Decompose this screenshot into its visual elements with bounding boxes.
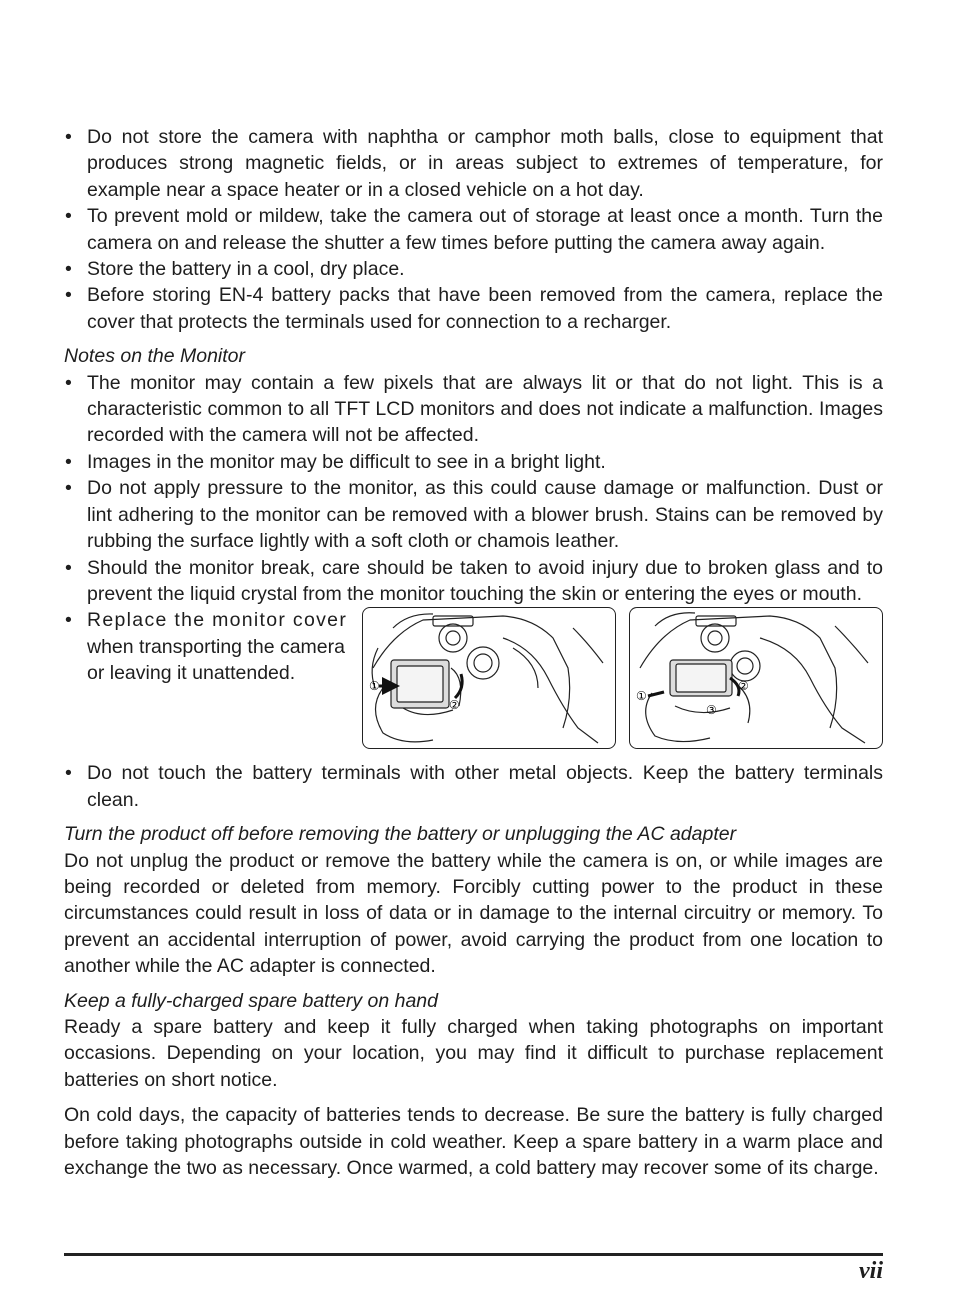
camera-illustration-2 (630, 608, 882, 748)
terminals-bullet-list (64, 760, 883, 813)
spare-battery-heading: Keep a fully-charged spare battery on hand (64, 989, 438, 1012)
page-content (64, 124, 883, 1181)
list-item: • Do not apply pressure to the monitor, as this could cause damage or malfunction. Dust or lint adhering to the monitor can be removed with a blower brush. Stains can be removed by rubbing the surface lightly with a soft cloth or chamois leather. (64, 475, 883, 554)
list-item: • The monitor may contain a few pixels that are always lit or that do not light. This is a characteristic common to all TFT LCD monitors and does not indicate a malfunction. Images recorded with the camera will not be affected. (64, 370, 883, 449)
camera-illustration-1 (363, 608, 615, 748)
list-item: • Should the monitor break, care should be taken to avoid injury due to broken glass and to prevent the liquid crystal from the monitor touching the skin or entering the eyes or mouth. (64, 555, 883, 608)
list-item: • Do not touch the battery terminals with other metal objects. Keep the battery terminals clean. (64, 760, 883, 813)
callout-2: ② (449, 698, 460, 713)
callout-3: ③ (706, 703, 717, 718)
spare-battery-body-1: Ready a spare battery and keep it fully charged when taking photographs on important occasions. Depending on your location, you may find it difficult to purchase replacement batteries on short notice. (64, 1015, 883, 1091)
page-number: vii (859, 1258, 883, 1284)
callout-2: ② (738, 679, 749, 694)
monitor-heading: Notes on the Monitor (64, 345, 246, 368)
monitor-bullet-list (64, 370, 883, 608)
callout-1: ① (636, 689, 647, 704)
list-item: • Do not store the camera with naphtha or camphor moth balls, close to equipment that produces strong magnetic fields, or in areas subject to extremes of temperature, for example near a space heater or in a closed vehicle on a hot day. (64, 124, 883, 203)
power-off-body: Do not unplug the product or remove the battery while the camera is on, or while images are being recorded or deleted from memory. Forcibly cutting power to the product in these circumstances could result in loss of data or in damage to the internal circuitry or memory. To prevent an accidental interruption of power, avoid carrying the product from one location to another while the AC adapter is connected. (64, 849, 883, 978)
monitor-cover-rest: when transporting the camera or leaving it unattended. (87, 635, 345, 685)
callout-1: ① (369, 679, 380, 694)
list-item: • Store the battery in a cool, dry place. (64, 256, 883, 282)
monitor-cover-line1: Replace the monitor cover (87, 609, 348, 632)
list-item: • Images in the monitor may be difficult to see in a bright light. (64, 449, 883, 475)
figure-attach-cover (629, 607, 883, 749)
spare-battery-body-2: On cold days, the capacity of batteries tends to decrease. Be sure the battery is fully charged before taking photographs outside in cold weather. Keep a spare battery in a warm place and exchange the two as necessary. Once warmed, a cold battery may recover some of its charge. (64, 1104, 883, 1179)
monitor-cover-bullet (64, 607, 354, 686)
list-item: • To prevent mold or mildew, take the camera out of storage at least once a month. Turn the camera on and release the shutter a few times before putting the camera away again. (64, 203, 883, 256)
monitor-cover-figures (362, 607, 883, 749)
storage-bullet-list (64, 124, 883, 335)
monitor-cover-row (64, 607, 883, 749)
list-item: • Before storing EN-4 battery packs that have been removed from the camera, replace the cover that protects the terminals used for connection to a recharger. (64, 282, 883, 335)
power-off-heading: Turn the product off before removing the battery or unplugging the AC adapter (64, 823, 737, 846)
footer-rule (64, 1253, 883, 1256)
figure-remove-cover (362, 607, 616, 749)
